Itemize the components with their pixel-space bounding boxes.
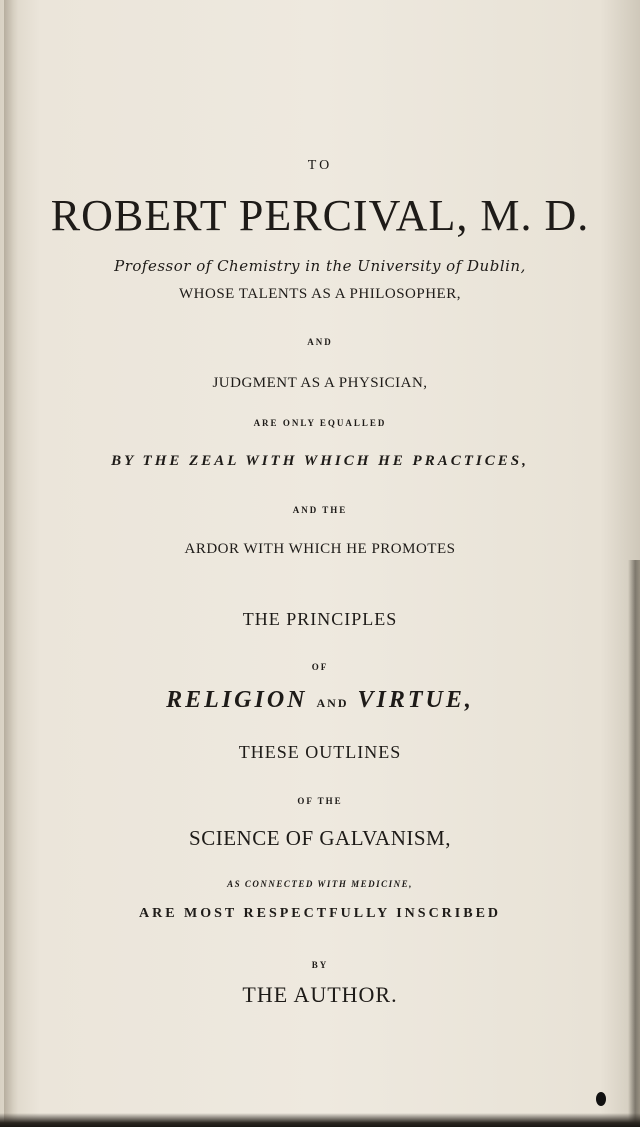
line-outlines: THESE OUTLINES xyxy=(238,742,402,762)
line-science: SCIENCE OF GALVANISM, xyxy=(189,826,451,850)
dedicatee-title: Professor of Chemistry in the University of Dublin, xyxy=(114,257,526,275)
line-and-the: AND THE xyxy=(292,505,348,515)
line-whose-talents: WHOSE TALENTS AS A PHILOSOPHER, xyxy=(179,286,461,302)
line-by: BY xyxy=(311,960,329,970)
page-bottom-edge xyxy=(0,1113,640,1127)
line-religion-virtue xyxy=(0,687,640,714)
dedication-to: TO xyxy=(307,158,333,173)
word-and: AND xyxy=(316,696,349,710)
line-judgment: JUDGMENT AS A PHYSICIAN, xyxy=(212,375,428,391)
line-inscribed: ARE MOST RESPECTFULLY INSCRIBED xyxy=(138,906,502,921)
word-virtue: VIRTUE, xyxy=(357,687,474,713)
line-zeal: BY THE ZEAL WITH WHICH HE PRACTICES, xyxy=(111,453,529,469)
word-religion: RELIGION xyxy=(166,687,308,713)
dedicatee-name: ROBERT PERCIVAL, M. D. xyxy=(50,191,590,240)
line-of-the: OF THE xyxy=(297,796,343,806)
line-ardor: ARDOR WITH WHICH HE PROMOTES xyxy=(184,541,456,557)
line-and: AND xyxy=(307,337,333,347)
line-principles: THE PRINCIPLES xyxy=(242,609,398,629)
line-author: THE AUTHOR. xyxy=(242,982,398,1007)
line-only-equalled: ARE ONLY EQUALLED xyxy=(253,418,387,428)
line-connected: AS CONNECTED WITH MEDICINE, xyxy=(227,879,413,889)
line-of: OF xyxy=(311,662,329,672)
ink-blot xyxy=(596,1092,606,1106)
